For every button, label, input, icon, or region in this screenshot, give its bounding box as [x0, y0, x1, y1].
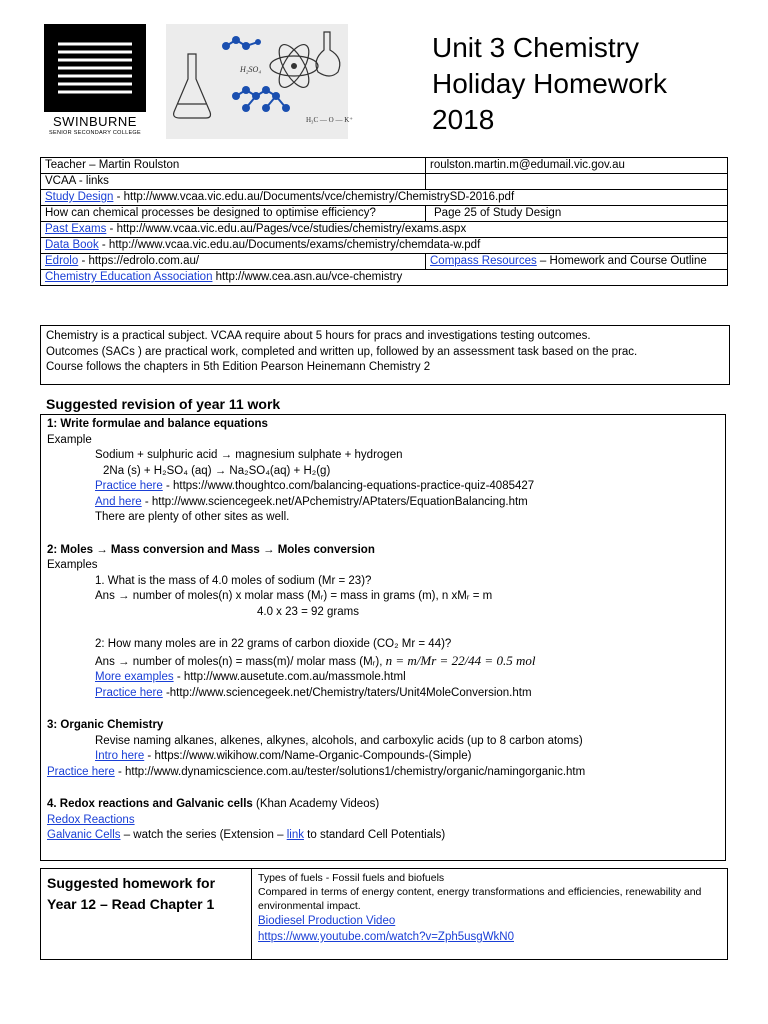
- compare-text: Compared in terms of energy content, energy transformations and efficiencies, renewability and environmental impact.: [258, 886, 702, 912]
- page-ref-cell: Page 25 of Study Design: [426, 206, 728, 222]
- study-design-url: - http://www.vcaa.vic.edu.au/Documents/vce/chemistry/ChemistrySD-2016.pdf: [113, 191, 515, 203]
- section-2-examples: Examples: [47, 559, 98, 571]
- edrolo-link[interactable]: Edrolo: [45, 255, 79, 267]
- intro-here-row: [47, 749, 719, 765]
- data-book-url: - http://www.vcaa.vic.edu.au/Documents/exams/chemistry/chemdata-w.pdf: [98, 239, 481, 251]
- logo-subtitle: SENIOR SECONDARY COLLEGE: [49, 130, 141, 136]
- redox-row: [47, 813, 719, 829]
- practice-url-2: -http://www.sciencegeek.net/Chemistry/taters/Unit4MoleConversion.htm: [162, 686, 532, 699]
- and-here-link[interactable]: And here: [95, 495, 142, 508]
- svg-text:H₃C — O — K⁺: H₃C — O — K⁺: [306, 116, 353, 124]
- title-line-1: Unit 3 Chemistry: [432, 32, 639, 63]
- title-line-2: Holiday Homework: [432, 68, 667, 99]
- khan-note: (Khan Academy Videos): [252, 798, 380, 810]
- homework-table: [40, 868, 728, 960]
- past-exams-url: - http://www.vcaa.vic.edu.au/Pages/vce/studies/chemistry/exams.aspx: [106, 223, 467, 235]
- answer-2: Ans → number of moles(n) = mass(m)/ molar mass (Mᵣ),: [95, 655, 383, 668]
- practice-link-1[interactable]: Practice here: [95, 480, 163, 492]
- practice-row-1: [47, 479, 719, 495]
- compass-text: – Homework and Course Outline: [536, 255, 707, 267]
- study-design-row: [41, 190, 728, 206]
- info-table: [40, 157, 728, 286]
- svg-text:H₂SO₄: H₂SO₄: [240, 65, 262, 74]
- practice-url-1: - https://www.thoughtco.com/balancing-equations-practice-quiz-4085427: [162, 480, 535, 492]
- galvanic-link[interactable]: Galvanic Cells: [47, 829, 121, 841]
- title-line-3: 2018: [432, 104, 495, 135]
- more-examples-url: - http://www.ausetute.com.au/massmole.html: [173, 671, 406, 683]
- compass-link[interactable]: Compass Resources: [430, 255, 537, 267]
- revise-naming: Revise naming alkanes, alkenes, alkynes, alcohols, and carboxylic acids (up to 8 carbon atoms): [95, 734, 583, 747]
- cea-url: http://www.cea.asn.au/vce-chemistry: [212, 271, 403, 283]
- question-2: 2: How many moles are in 22 grams of carbon dioxide (CO₂ Mr = 44)?: [95, 638, 452, 650]
- practice-url-3: - http://www.dynamicscience.com.au/tester/solutions1/chemistry/organic/namingorganic.htm: [114, 765, 586, 778]
- intro-here-url: - https://www.wikihow.com/Name-Organic-Compounds-(Simple): [144, 750, 472, 762]
- answer-1: Ans → number of moles(n) x molar mass (Mᵣ) = mass in grams (m), n xMᵣ = m: [95, 590, 493, 602]
- intro-box: [40, 325, 730, 385]
- redox-link[interactable]: Redox Reactions: [47, 813, 135, 826]
- fuels-text: Types of fuels - Fossil fuels and biofuels: [258, 872, 445, 884]
- cell-potentials-link[interactable]: link: [286, 829, 304, 841]
- practice-row-3: [47, 765, 719, 781]
- past-exams-link[interactable]: Past Exams: [45, 223, 107, 235]
- answer-2-row: [47, 653, 719, 671]
- more-examples-row: [47, 670, 719, 686]
- compass-cell: [426, 254, 728, 270]
- section-1-title: 1: Write formulae and balance equations: [47, 418, 268, 430]
- past-exams-row: [41, 222, 728, 238]
- galvanic-row: [47, 828, 719, 844]
- teacher-cell: Teacher – Martin Roulston: [41, 158, 426, 174]
- galvanic-end: to standard Cell Potentials): [303, 829, 446, 841]
- practice-link-2[interactable]: Practice here: [95, 686, 163, 699]
- question-cell: How can chemical processes be designed to optimise efficiency?: [41, 206, 426, 222]
- study-design-link[interactable]: Study Design: [45, 191, 114, 203]
- answer-1-calc: 4.0 x 23 = 92 grams: [257, 605, 359, 618]
- data-book-link[interactable]: Data Book: [45, 239, 99, 251]
- email-cell: roulston.martin.m@edumail.vic.gov.au: [426, 158, 728, 174]
- plenty-text: There are plenty of other sites as well.: [95, 511, 290, 523]
- cea-row: [41, 270, 728, 286]
- section-4-title: 4. Redox reactions and Galvanic cells: [47, 798, 253, 810]
- revision-box: [40, 414, 726, 861]
- intro-line-1: Chemistry is a practical subject. VCAA require about 5 hours for pracs and investigations testing outcomes.: [46, 330, 591, 342]
- intro-line-3: Course follows the chapters in 5th Edition Pearson Heinemann Chemistry 2: [46, 361, 431, 373]
- homework-title: Suggested homework for Year 12 – Read Chapter 1: [41, 869, 252, 960]
- and-here-row: [47, 495, 719, 511]
- section-4-row: [47, 797, 719, 813]
- youtube-url-link[interactable]: https://www.youtube.com/watch?v=Zph5usgWkN0: [258, 931, 514, 943]
- chemistry-illustration: [166, 24, 353, 139]
- logo-name: SWINBURNE: [53, 114, 137, 129]
- intro-here-link[interactable]: Intro here: [95, 750, 145, 762]
- document-title: [432, 30, 667, 138]
- vcaa-links-cell: VCAA - links: [41, 174, 426, 190]
- video-link-row: [258, 913, 721, 929]
- intro-line-2: Outcomes (SACs ) are practical work, completed and written up, followed by an assessment task based on the prac.: [46, 345, 638, 358]
- more-examples-link[interactable]: More examples: [95, 671, 174, 683]
- homework-details: [252, 869, 728, 960]
- cea-link[interactable]: Chemistry Education Association: [45, 271, 213, 283]
- practice-row-2: [47, 686, 719, 702]
- biodiesel-video-link[interactable]: Biodiesel Production Video: [258, 915, 396, 927]
- word-equation: Sodium + sulphuric acid → magnesium sulphate + hydrogen: [95, 449, 403, 461]
- empty-cell: [426, 174, 728, 190]
- section-2-title: 2: Moles → Mass conversion and Mass → Moles conversion: [47, 543, 375, 556]
- question-1: 1. What is the mass of 4.0 moles of sodium (Mr = 23)?: [95, 574, 372, 587]
- video-url-row: [258, 929, 721, 945]
- and-here-url: - http://www.sciencegeek.net/APchemistry/APtaters/EquationBalancing.htm: [141, 495, 528, 508]
- chemical-equation: 2Na (s) + H₂SO₄ (aq) → Na₂SO₄(aq) + H₂(g): [103, 464, 331, 477]
- data-book-row: [41, 238, 728, 254]
- edrolo-cell: [41, 254, 426, 270]
- moles-formula: n = m/Mr = 22/44 = 0.5 mol: [385, 652, 536, 668]
- section-3-title: 3: Organic Chemistry: [47, 719, 164, 731]
- revision-heading: Suggested revision of year 11 work: [46, 396, 281, 412]
- section-1-example: Example: [47, 433, 92, 446]
- practice-link-3[interactable]: Practice here: [47, 765, 115, 778]
- edrolo-url: - https://edrolo.com.au/: [78, 255, 200, 267]
- galvanic-text: – watch the series (Extension –: [120, 829, 287, 841]
